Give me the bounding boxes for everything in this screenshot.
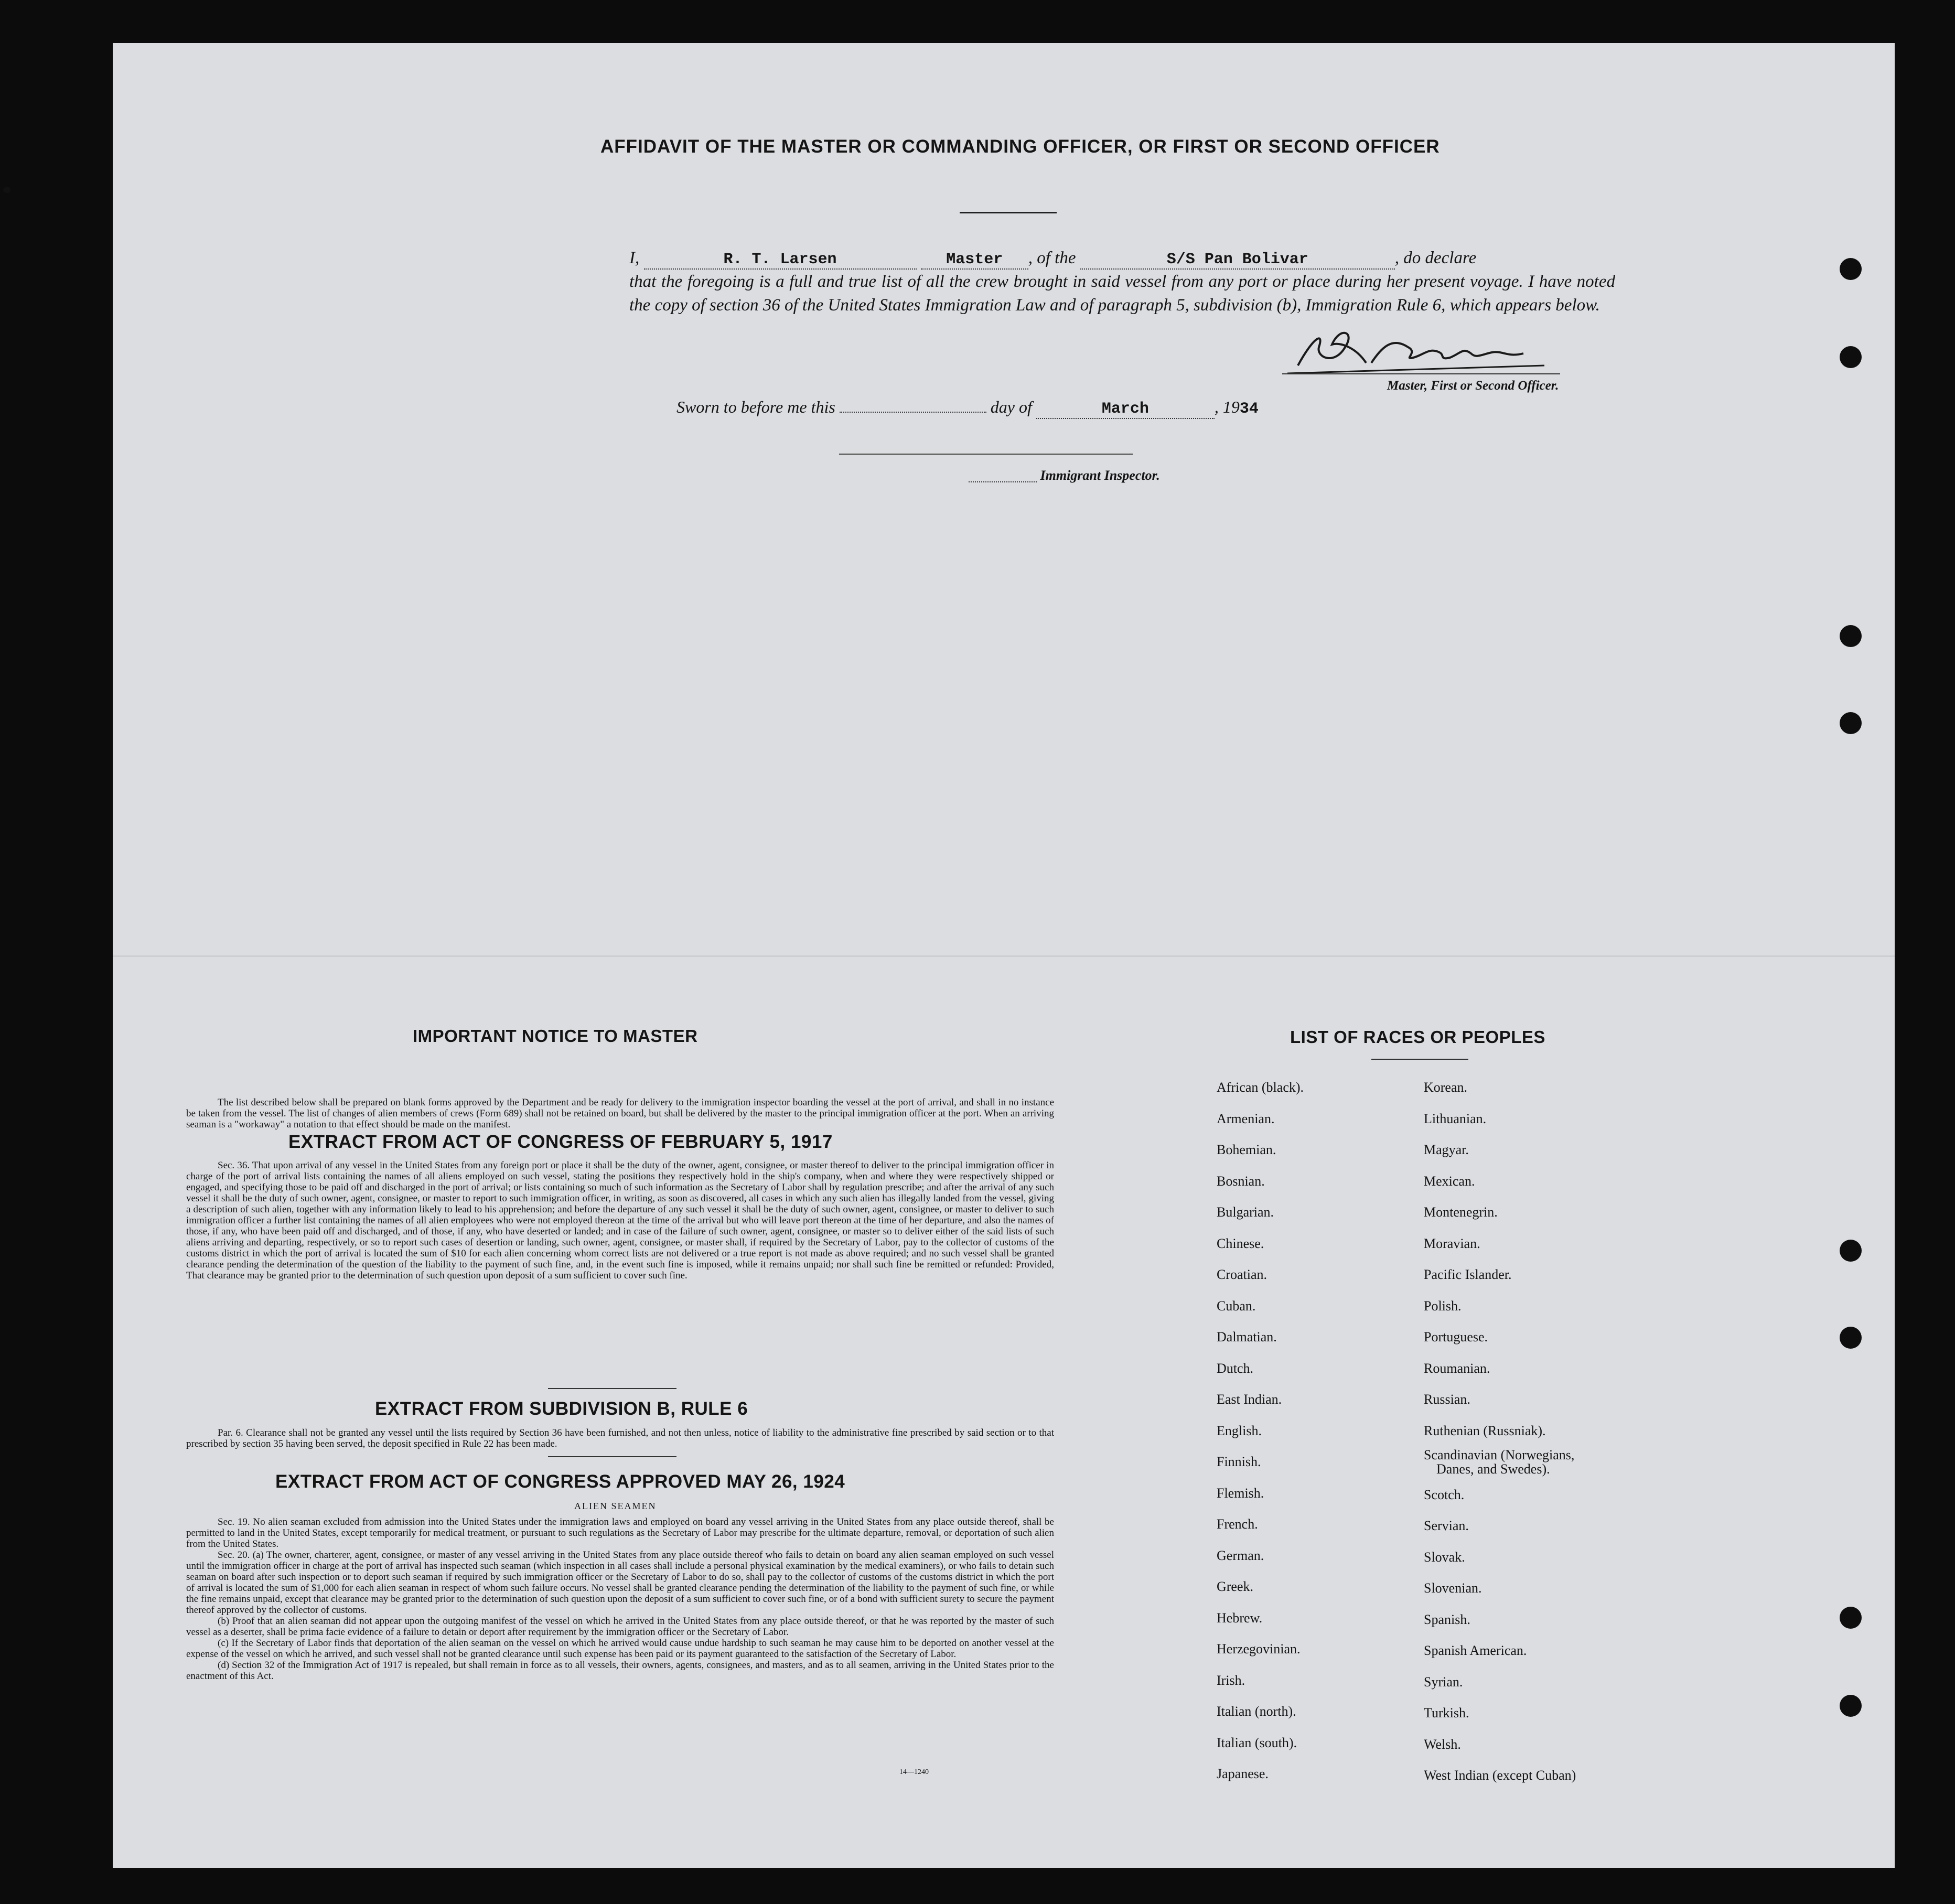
document-sheet — [113, 43, 1895, 1868]
race-item: West Indian (except Cuban) — [1424, 1768, 1576, 1783]
month-field: March — [1036, 400, 1215, 419]
race-item: Scotch. — [1424, 1487, 1465, 1502]
race-item: Spanish. — [1424, 1611, 1470, 1627]
form-number: 14—1240 — [899, 1768, 929, 1776]
sec20b-paragraph: (b) Proof that an alien seaman did not appear upon the outgoing manifest of the vessel on which he arrived in the United States from any place outside thereof, or that he was reported by the master of such vessel as a deserter, shall be prima facie evidence of a failure to detain or deport after requirement by the immigration officer or the Secretary of Labor. — [186, 1616, 1054, 1638]
race-item: English. — [1217, 1423, 1262, 1438]
sworn-prefix: Sworn to before me this — [676, 397, 835, 416]
race-item: Bohemian. — [1217, 1142, 1276, 1157]
binder-hole — [1840, 1327, 1862, 1349]
race-item-line: Danes, and Swedes). — [1436, 1461, 1550, 1477]
race-item: Japanese. — [1217, 1766, 1269, 1781]
race-item: Bulgarian. — [1217, 1204, 1274, 1220]
affidavit-statement — [629, 246, 1615, 317]
binder-hole — [1840, 1607, 1862, 1629]
race-item: Italian (south). — [1217, 1735, 1297, 1750]
race-item: Korean. — [1424, 1080, 1468, 1095]
race-item: Welsh. — [1424, 1736, 1461, 1752]
races-title-underline — [1371, 1059, 1468, 1060]
notice-body: The list described below shall be prepared on blank forms approved by the Department and be ready for delivery to the immigration inspector boarding the vessel at the port of arrival, and shall in no instance be taken from the vessel. The list of changes of alien members of crews (Form 689) shall not be retained on board, but shall be delivered by the master to the principal immigration officer at the port. When an arriving seaman is a "workaway" a notation to that effect should be made on the manifest. — [186, 1097, 1054, 1130]
race-item: Croatian. — [1217, 1267, 1267, 1282]
race-item: Turkish. — [1424, 1705, 1469, 1720]
declare-text: , do declare — [1394, 249, 1477, 267]
pronoun: I, — [629, 249, 640, 267]
race-item: Polish. — [1424, 1298, 1462, 1314]
affidavit-title: AFFIDAVIT OF THE MASTER OR COMMANDING OFFICER, OR FIRST OR SECOND OFFICER — [600, 136, 1440, 157]
binder-hole — [1840, 1240, 1862, 1262]
race-item: Mexican. — [1424, 1173, 1475, 1189]
of-the-text: , of the — [1028, 249, 1076, 267]
race-item: Dutch. — [1217, 1360, 1254, 1376]
sec20a-paragraph: Sec. 20. (a) The owner, charterer, agent, consignee, or master of any vessel arriving in the United States from any place outside thereof who fails to detain on board any alien seaman employed on such vessel until the immigration officer in charge at the port of arrival has inspected such seaman (which inspection in all cases shall include a personal physical examination by the medical examiners), or who fails to detain such seaman on board after such inspection or to deport such seaman if required by such immigration officer or the Secretary of Labor to do so, shall pay to the collector of customs of the customs district in which the port of arrival is located the sum of $1,000 for each alien seaman in respect of whom such failure occurs. No vessel shall be granted clearance pending the determination of the liability to the payment of such fine, or while the fine remains unpaid, except that clearance may be granted prior to the determination of such question upon the deposit of a sum sufficient to cover such fine, or of a bond with sufficient surety to secure the payment thereof approved by the collector of customs. — [186, 1550, 1054, 1616]
race-item: Syrian. — [1424, 1674, 1463, 1690]
races-title: LIST OF RACES OR PEOPLES — [1290, 1027, 1545, 1047]
race-item: African (black). — [1217, 1080, 1304, 1095]
day-field — [840, 412, 986, 413]
race-item: German. — [1217, 1547, 1264, 1563]
extract-rule6-body: Par. 6. Clearance shall not be granted any vessel until the lists required by Section 36 have been furnished, and not then unless, notice of liability to the administrative fine prescribed by said section or to that prescribed by section 35 having been served, the deposit specified in Rule 22 has been made. — [186, 1427, 1054, 1449]
race-item: Spanish American. — [1424, 1643, 1527, 1658]
extract-1924-title: EXTRACT FROM ACT OF CONGRESS APPROVED MAY 26, 1924 — [275, 1471, 845, 1492]
sec20d-paragraph: (d) Section 32 of the Immigration Act of 1917 is repealed, but shall remain in force as to all vessels, their owners, agents, consignees, and masters, and as to all seamen, arriving in the United States prior to the enactment of this Act. — [186, 1660, 1054, 1682]
signature-line — [1282, 373, 1560, 374]
race-item: Herzegovinian. — [1217, 1641, 1301, 1656]
extract-1924-body — [186, 1516, 1054, 1682]
races-right-column — [1424, 1072, 1576, 1791]
year-prefix: , 19 — [1214, 397, 1240, 416]
declaration-text: that the foregoing is a full and true list of all the crew brought in said vessel from any port or place during her present voyage. I have noted the copy of section 36 of the United States Immigration Law and of paragraph 5, subdivision (b), Immigration Rule 6, which appears below. — [629, 272, 1615, 315]
race-item: Cuban. — [1217, 1298, 1256, 1314]
race-item: Irish. — [1217, 1672, 1245, 1688]
section-divider — [548, 1456, 676, 1457]
race-item: Roumanian. — [1424, 1360, 1490, 1376]
signature-caption: Master, First or Second Officer. — [1387, 379, 1559, 393]
sec19-paragraph: Sec. 19. No alien seaman excluded from admission into the United States under the immigration laws and employed on board any vessel arriving in the United States from any place outside thereof, shall be permitted to land in the United States, except temporarily for medical treatment, or pursuant to such regulations as the Secretary of Labor may prescribe for the ultimate departure, removal, or deportation of such alien from the United States. — [186, 1516, 1054, 1550]
binder-hole — [1840, 625, 1862, 647]
day-of-text: day of — [990, 397, 1032, 416]
races-left-column — [1217, 1072, 1304, 1790]
year-field: 34 — [1239, 400, 1259, 418]
rank-field: Master — [921, 251, 1028, 270]
binder-hole — [1840, 1695, 1862, 1717]
master-signature — [1282, 316, 1576, 379]
race-item: Lithuanian. — [1424, 1111, 1487, 1126]
title-underline — [960, 212, 1057, 213]
inspector-signature-line — [839, 454, 1133, 455]
binder-hole — [1840, 712, 1862, 734]
section-divider — [548, 1388, 676, 1389]
master-name-field: R. T. Larsen — [644, 251, 917, 270]
inspector-caption — [969, 468, 1160, 483]
vessel-name-field: S/S Pan Bolivar — [1080, 251, 1395, 270]
race-item: Russian. — [1424, 1392, 1470, 1407]
race-item: Slovak. — [1424, 1549, 1465, 1565]
race-item: Portuguese. — [1424, 1329, 1488, 1344]
race-item: Finnish. — [1217, 1454, 1261, 1469]
race-item: Hebrew. — [1217, 1610, 1263, 1626]
sec20c-paragraph: (c) If the Secretary of Labor finds that deportation of the alien seaman on the vessel on which he arrived would cause undue hardship to such seaman he may cause him to be deported on another vessel at the expense of the vessel on which he arrived, and such vessel shall not be granted clearance until such expense has been paid or its payment guaranteed to the satisfaction of the Secretary of Labor. — [186, 1638, 1054, 1660]
binder-hole — [1840, 346, 1862, 368]
race-item: Greek. — [1217, 1579, 1254, 1594]
notice-title: IMPORTANT NOTICE TO MASTER — [413, 1026, 698, 1046]
race-item: French. — [1217, 1516, 1258, 1532]
race-item: Montenegrin. — [1424, 1204, 1498, 1220]
race-item: Ruthenian (Russniak). — [1424, 1423, 1546, 1438]
binder-hole — [1840, 258, 1862, 280]
extract-1917-title: EXTRACT FROM ACT OF CONGRESS OF FEBRUARY 5, 1917 — [288, 1132, 833, 1152]
race-item: Italian (north). — [1217, 1704, 1296, 1719]
race-item: Armenian. — [1217, 1111, 1275, 1126]
race-item: Chinese. — [1217, 1235, 1264, 1251]
sworn-line — [676, 397, 1259, 419]
extract-rule6-title: EXTRACT FROM SUBDIVISION B, RULE 6 — [375, 1399, 748, 1419]
fold-crease — [113, 955, 1895, 957]
race-item: Flemish. — [1217, 1485, 1264, 1501]
inspector-caption-text: Immigrant Inspector. — [1040, 468, 1160, 483]
race-item: Magyar. — [1424, 1142, 1469, 1157]
scan-speck — [3, 187, 10, 193]
extract-1917-body: Sec. 36. That upon arrival of any vessel in the United States from any foreign port or place it shall be the duty of the owner, agent, consignee, or master thereof to deliver to the principal immigration officer in charge of the port of arrival lists containing the names of all aliens employed on such vessel, stating the positions they respectively hold in the ship's company, when and where they were respectively shipped or engaged, and specifying those to be paid off and discharged in the port of arrival; or lists containing so much of such information as the Secretary of Labor shall by regulation prescribe; and after the arrival of any such vessel it shall be the duty of such owner, agent, consignee, or master to report to such immigration officer, in writing, as soon as discovered, all cases in which any such alien has illegally landed from the vessel, giving a description of such alien, together with any information likely to lead to his apprehension; and before the departure of any such vessel it shall be the duty of such owner, agent, consignee, or master to deliver to such immigration officer a further list containing the names of all alien employees who were not employed thereon at the time of the arrival but who will leave port thereon at the time of her departure, and also the names of those, if any, who have been paid off and discharged, and of those, if any, who have deserted or landed; and in case of the failure of such owner, agent, consignee, or master so to deliver either of the said lists of such aliens arriving and departing, respectively, or so to report such cases of desertion or landing, such owner, agent, consignee, or master shall, if required by the Secretary of Labor, pay to the collector of customs of the customs district in which the port of arrival is located the sum of $10 for each alien concerning whom correct lists are not delivered or a true report is not made as above required; and no such vessel shall be granted clearance pending the determination of the question of the liability to the payment of such fine, and, in the event such fine is imposed, while it remains unpaid; nor shall such fine be remitted or refunded: Provided, That clearance may be granted prior to the determination of such question upon deposit of a sum sufficient to cover such fine. — [186, 1160, 1054, 1281]
inspector-name-field — [969, 471, 1037, 482]
race-item: Pacific Islander. — [1424, 1267, 1512, 1282]
race-item: East Indian. — [1217, 1392, 1282, 1407]
race-item: Slovenian. — [1424, 1580, 1482, 1596]
race-item: Bosnian. — [1217, 1173, 1265, 1189]
extract-1924-subtitle: ALIEN SEAMEN — [574, 1501, 657, 1511]
race-item: Moravian. — [1424, 1235, 1480, 1251]
race-item-line: Scandinavian (Norwegians, — [1424, 1447, 1575, 1462]
race-item: Dalmatian. — [1217, 1329, 1277, 1344]
race-item — [1424, 1446, 1576, 1479]
race-item: Servian. — [1424, 1518, 1469, 1533]
